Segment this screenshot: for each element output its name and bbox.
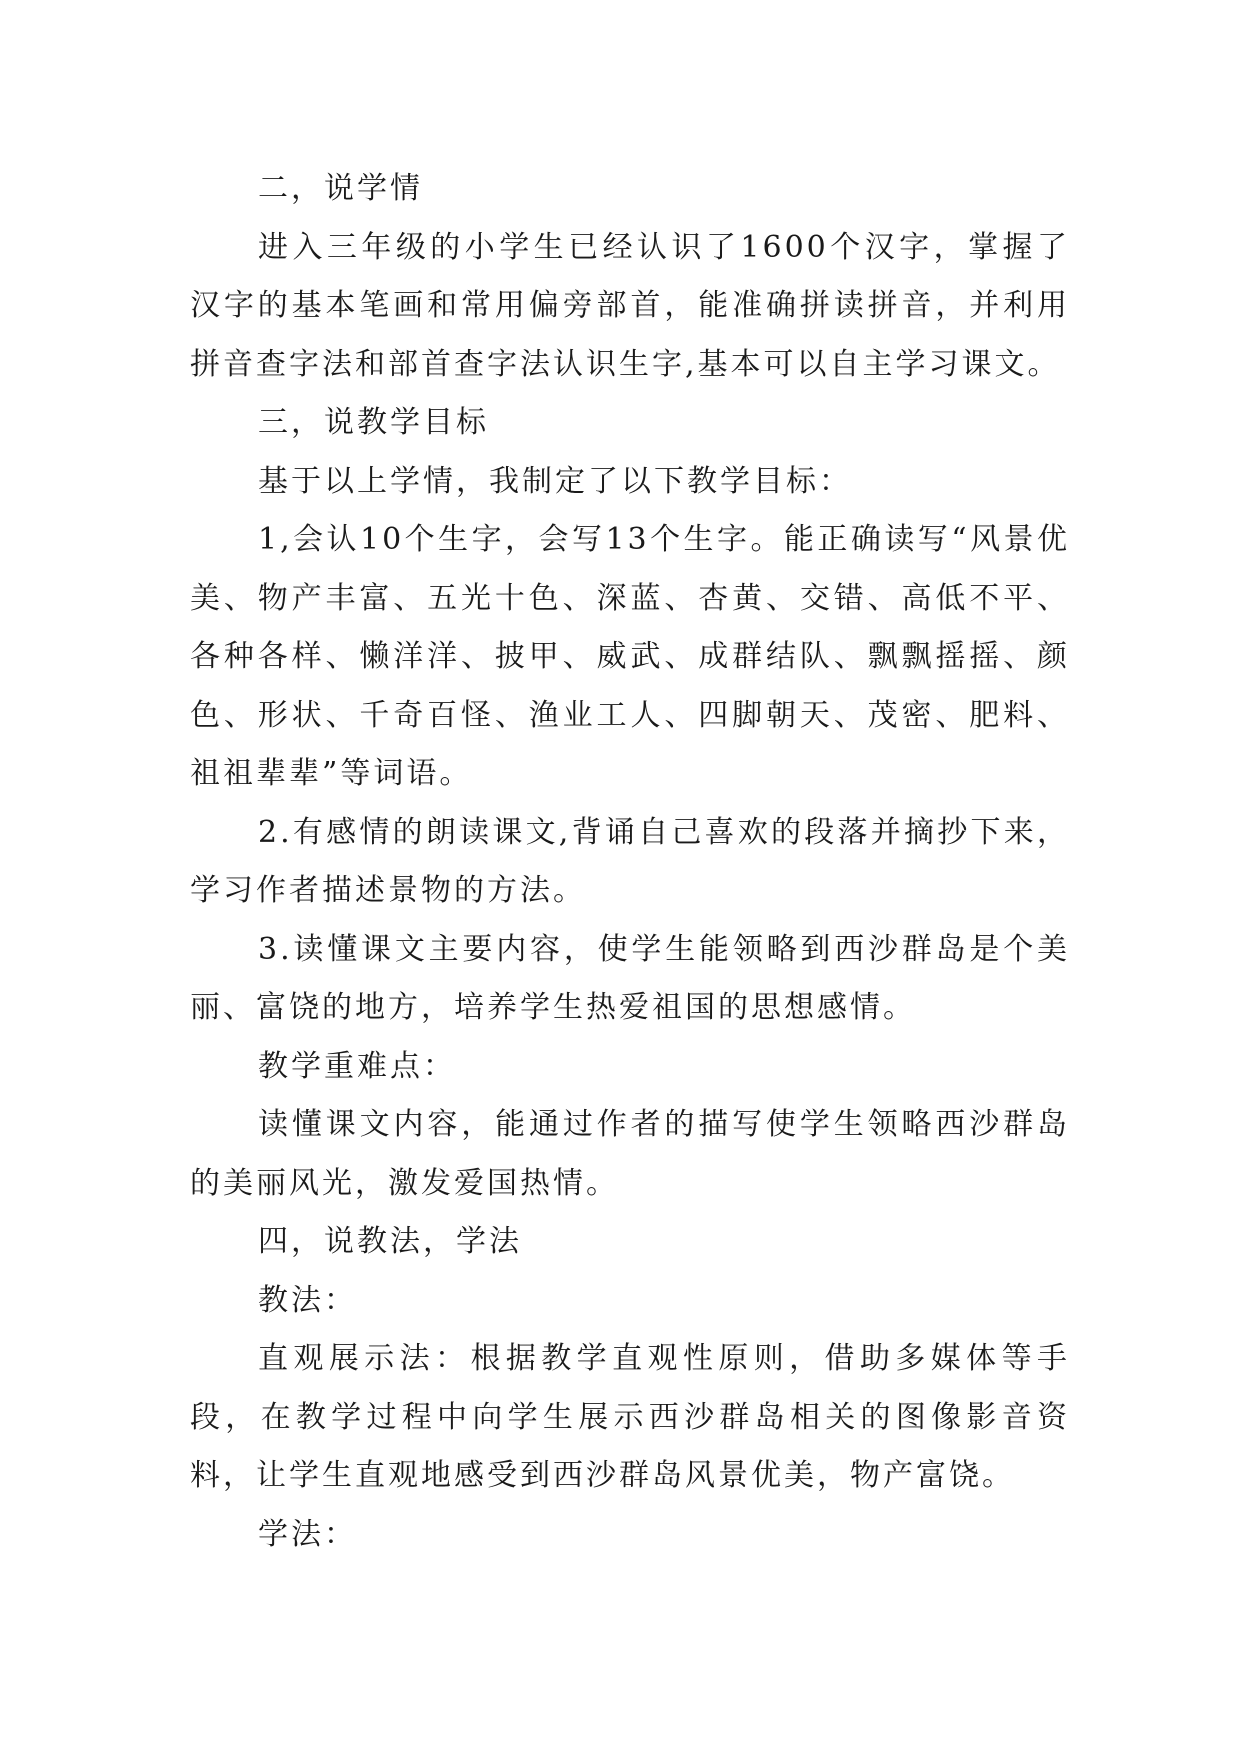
subheading-learning-method: 学法： — [258, 1516, 357, 1552]
paragraph-goals-intro: 基于以上学情，我制定了以下教学目标： — [258, 463, 852, 499]
document-page — [190, 160, 1070, 1564]
paragraph-student-situation: 进入三年级的小学生已经认识了1600个汉字，掌握了汉字的基本笔画和常用偏旁部首，能准确拼读拼音，并利用拼音查字法和部首查字法认识生字,基本可以自主学习课文。 — [190, 229, 1070, 382]
goal-item-3: 3.读懂课文主要内容，使学生能领略到西沙群岛是个美丽、富饶的地方，培养学生热爱祖国的思想感情。 — [190, 931, 1070, 1025]
paragraph-key-difficulties: 读懂课文内容，能通过作者的描写使学生领略西沙群岛的美丽风光，激发爱国热情。 — [190, 1107, 1070, 1201]
paragraph-teaching-method: 直观展示法：根据教学直观性原则，借助多媒体等手段，在教学过程中向学生展示西沙群岛相关的图像影音资料，让学生直观地感受到西沙群岛风景优美，物产富饶。 — [190, 1341, 1070, 1493]
heading-methods: 四，说教法，学法 — [258, 1224, 522, 1259]
heading-teaching-goals: 三，说教学目标 — [258, 405, 489, 440]
heading-student-situation: 二，说学情 — [258, 171, 423, 206]
goal-item-1: 1,会认10个生字，会写13个生字。能正确读写“风景优美、物产丰富、五光十色、深蓝、杏黄、交错、高低不平、各种各样、懒洋洋、披甲、威武、成群结队、飘飘摇摇、颜色、形状、千奇百怪、渔业工人、四脚朝天、茂密、肥料、祖祖辈辈”等词语。 — [190, 522, 1070, 791]
heading-key-difficulties: 教学重难点： — [258, 1048, 456, 1084]
goal-item-2: 2.有感情的朗读课文,背诵自己喜欢的段落并摘抄下来，学习作者描述景物的方法。 — [190, 814, 1070, 908]
subheading-teaching-method: 教法： — [258, 1282, 357, 1318]
